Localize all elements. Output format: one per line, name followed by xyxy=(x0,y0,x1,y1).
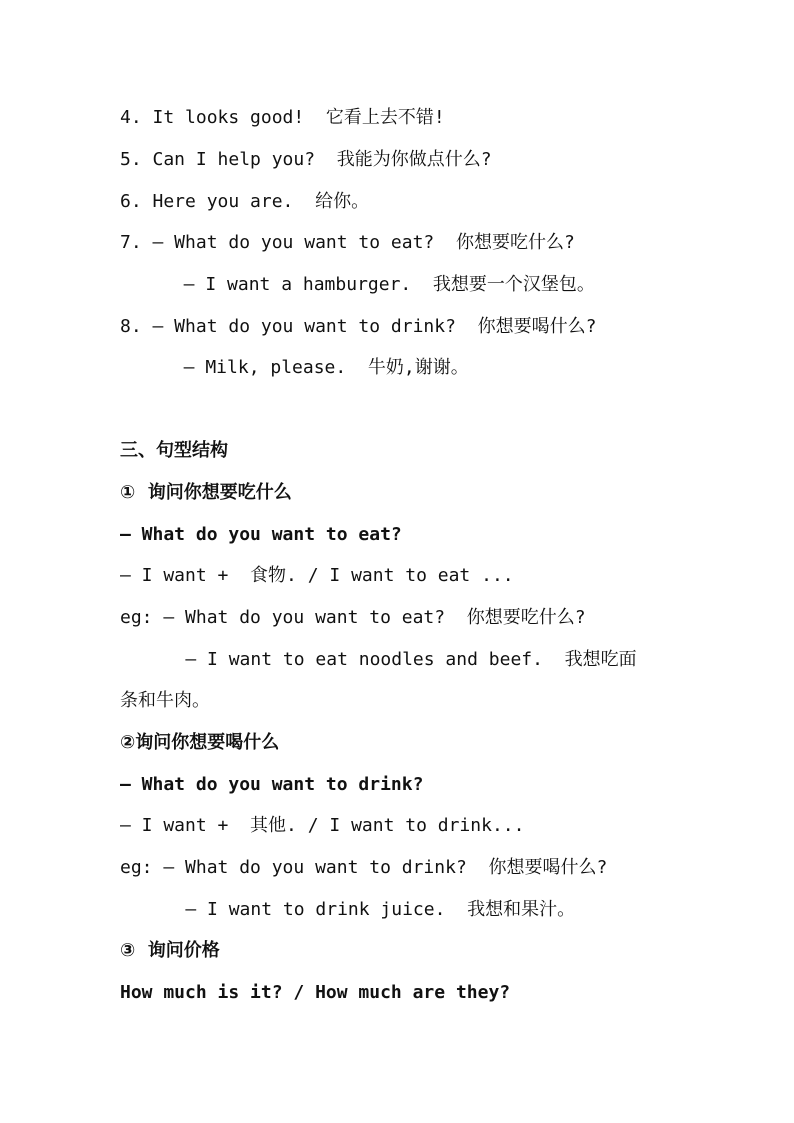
sentence-8-question: 8. — What do you want to drink? 你想要喝什么? xyxy=(120,316,597,337)
sentence-7-answer: — I want a hamburger. 我想要一个汉堡包。 xyxy=(162,274,595,295)
section-heading: 三、句型结构 xyxy=(120,440,228,461)
sentence-4: 4. It looks good! 它看上去不错! xyxy=(120,107,445,128)
item-3-title: ③ 询问价格 xyxy=(120,940,220,961)
item-1-example-answer-cont: 条和牛肉。 xyxy=(120,690,210,711)
item-1-example-question: eg: — What do you want to eat? 你想要吃什么? xyxy=(120,607,586,628)
sentence-6: 6. Here you are. 给你。 xyxy=(120,191,370,212)
item-1-example-answer: — I want to eat noodles and beef. 我想吃面 xyxy=(142,649,637,670)
sentence-5: 5. Can I help you? 我能为你做点什么? xyxy=(120,149,492,170)
sentence-7-question: 7. — What do you want to eat? 你想要吃什么? xyxy=(120,232,575,253)
item-1-pattern: — I want + 食物. / I want to eat ... xyxy=(120,565,514,586)
sentence-8-answer: — Milk, please. 牛奶,谢谢。 xyxy=(162,357,469,378)
item-2-example-question: eg: — What do you want to drink? 你想要喝什么? xyxy=(120,857,608,878)
item-2-title: ②询问你想要喝什么 xyxy=(120,732,280,753)
item-2-question: — What do you want to drink? xyxy=(120,774,424,795)
item-2-pattern: — I want + 其他. / I want to drink... xyxy=(120,815,525,836)
item-1-question: — What do you want to eat? xyxy=(120,524,402,545)
item-3-question: How much is it? / How much are they? xyxy=(120,982,511,1003)
item-1-title: ① 询问你想要吃什么 xyxy=(120,482,292,503)
item-2-example-answer: — I want to drink juice. 我想和果汁。 xyxy=(142,899,576,920)
